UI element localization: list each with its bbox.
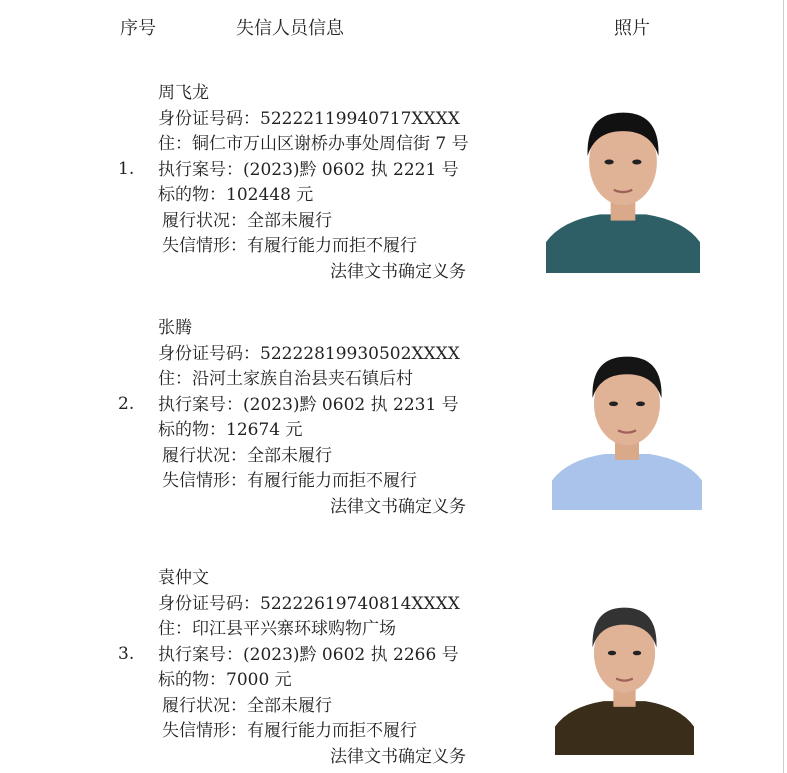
- entry-address: 住：印江县平兴寨环球购物广场: [158, 619, 396, 639]
- entry-amount: 标的物：12674 元: [158, 420, 303, 440]
- entry-situation: 失信情形：有履行能力而拒不履行: [162, 721, 417, 741]
- entry-id: 身份证号码：52222819930502XXXX: [158, 343, 460, 364]
- entry-situation-cont: 法律文书确定义务: [330, 496, 466, 517]
- entry-address: 住：铜仁市万山区谢桥办事处周信街 7 号: [158, 134, 469, 154]
- entry-number: 2.: [118, 393, 135, 414]
- entry-name: 张腾: [158, 318, 192, 338]
- entry-number: 1.: [118, 158, 135, 179]
- entry-situation: 失信情形：有履行能力而拒不履行: [162, 471, 417, 491]
- entry-status: 履行状况：全部未履行: [162, 695, 332, 716]
- entry-id: 身份证号码：52222119940717XXXX: [158, 108, 460, 129]
- entry-situation-cont: 法律文书确定义务: [330, 746, 466, 767]
- entry-amount: 标的物：7000 元: [158, 670, 292, 690]
- header-info: 失信人员信息: [236, 18, 344, 39]
- entry-case: 执行案号：(2023)黔 0602 执 2231 号: [158, 394, 459, 415]
- entry-amount: 标的物：102448 元: [158, 185, 314, 205]
- entry-case: 执行案号：(2023)黔 0602 执 2221 号: [158, 159, 459, 180]
- entry-number: 3.: [118, 643, 135, 664]
- entry-name: 袁仲文: [158, 568, 209, 588]
- entry-situation: 失信情形：有履行能力而拒不履行: [162, 236, 417, 256]
- entry-name: 周飞龙: [158, 83, 209, 103]
- entry-status: 履行状况：全部未履行: [162, 445, 332, 466]
- header-photo: 照片: [614, 18, 650, 39]
- entry-situation-cont: 法律文书确定义务: [330, 261, 466, 282]
- debtor-photo: [546, 88, 700, 273]
- entry-id: 身份证号码：52222619740814XXXX: [158, 593, 460, 614]
- entry-status: 履行状况：全部未履行: [162, 210, 332, 231]
- entry-address: 住：沿河土家族自治县夹石镇后村: [158, 369, 413, 389]
- debtor-photo: [552, 333, 702, 510]
- header-no: 序号: [120, 18, 156, 39]
- debtor-photo: [555, 585, 694, 755]
- entry-case: 执行案号：(2023)黔 0602 执 2266 号: [158, 644, 459, 665]
- page-border: [783, 0, 784, 773]
